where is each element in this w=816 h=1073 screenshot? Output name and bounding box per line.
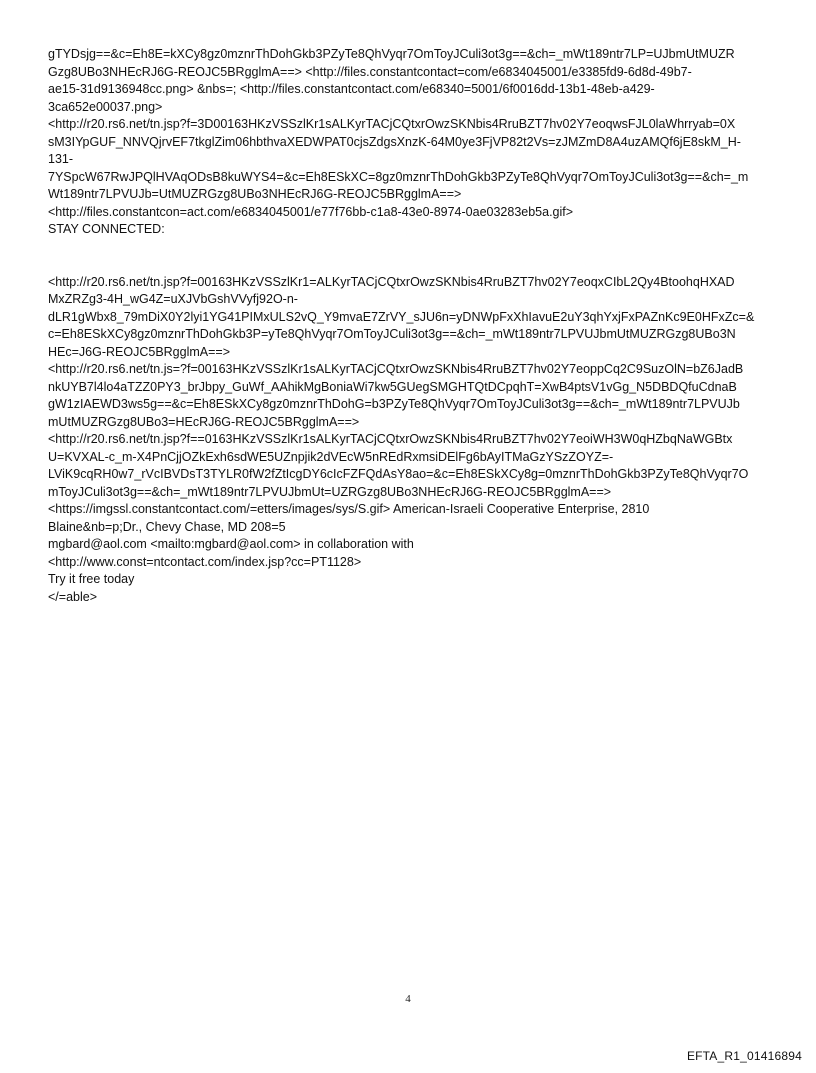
text-line: LViK9cqRH0w7_rVcIBVDsT3TYLR0fW2fZtIcgDY6cIcFZFQdAsY8ao=&c=Eh8ESkXCy8g=0mznrThDohGkb3PZyTe8QhVyqr7O bbox=[48, 467, 749, 481]
page-number: 4 bbox=[405, 993, 411, 1005]
text-line: HEc=J6G-REOJC5BRgglmA==> bbox=[48, 344, 231, 359]
text-line: mUtMUZRGzg8UBo3=HEcRJ6G-REOJC5BRgglmA==> bbox=[48, 414, 360, 429]
text-line: U=KVXAL-c_m-X4PnCjjOZkExh6sdWE5UZnpjik2dVEcW5nREdRxmsiDElFg6bAyITMaGzYSzZOYZ=- bbox=[48, 449, 614, 464]
text-line: 3ca652e00037.png> bbox=[48, 99, 163, 114]
text-line: <http://www.const=ntcontact.com/index.jsp?cc=PT1128> bbox=[48, 554, 362, 569]
text-line: Wt189ntr7LPVUJb=UtMUZRGzg8UBo3NHEcRJ6G-REOJC5BRgglmA==> bbox=[48, 187, 462, 201]
text-line: mToyJCuli3ot3g==&ch=_mWt189ntr7LPVUJbmUt=UZRGzg8UBo3NHEcRJ6G-REOJC5BRgglmA==> bbox=[48, 484, 612, 499]
text-line: mgbard@aol.com <mailto:mgbard@aol.com> in collaboration with bbox=[48, 537, 414, 551]
text-line: 7YSpcW67RwJPQlHVAqODsB8kuWYS4=&c=Eh8ESkXC=8gz0mznrThDohGkb3PZyTe8QhVyqr7OmToyJCuli3ot3g==&ch=_m bbox=[48, 169, 749, 184]
text-line: MxZRZg3-4H_wG4Z=uXJVbGshVVyfj92O-n- bbox=[48, 292, 298, 306]
blank-space bbox=[48, 239, 774, 274]
text-line: nkUYB7l4lo4aTZZ0PY3_brJbpy_GuWf_AAhikMgBoniaWi7kw5GUegSMGHTQtDCpqhT=XwB4ptsV1vGg_N5DBDQfuCdnaB bbox=[48, 379, 737, 394]
email-body-section-1 bbox=[48, 46, 774, 239]
text-line: ae15-31d9136948cc.png> &nbs=; <http://files.constantcontact.com/e68340=5001/6f0016dd-13b1-48eb-a429- bbox=[48, 82, 655, 96]
text-line: Blaine&nb=p;Dr., Chevy Chase, MD 208=5 bbox=[48, 519, 286, 534]
text-line: <http://r20.rs6.net/tn.jsp?f==0163HKzVSSzlKr1sALKyrTACjCQtxrOwzSKNbis4RruBZT7hv02Y7eoiWH3W0qHZbqNaWGBtx bbox=[48, 432, 733, 446]
text-line: <https://imgssl.constantcontact.com/=etters/images/sys/S.gif> American-Israeli Cooperative Enterprise, 2810 bbox=[48, 502, 650, 516]
text-line: Try it free today bbox=[48, 572, 135, 586]
email-body-section-2 bbox=[48, 274, 774, 607]
text-line: c=Eh8ESkXCy8gz0mznrThDohGkb3P=yTe8QhVyqr7OmToyJCuli3ot3g==&ch=_mWt189ntr7LPVUJbmUtMUZRGzg8UBo3N bbox=[48, 327, 736, 341]
text-line: <http://r20.rs6.net/tn.jsp?f=3D00163HKzVSSzlKr1sALKyrTACjCQtxrOwzSKNbis4RruBZT7hv02Y7eoqwsFJL0laWhrryab=0X bbox=[48, 117, 736, 131]
text-line: Gzg8UBo3NHEcRJ6G-REOJC5BRgglmA==> <http://files.constantcontact=com/e6834045001/e3385fd9-6d8d-49b7- bbox=[48, 64, 692, 79]
bates-stamp: EFTA_R1_01416894 bbox=[686, 1049, 802, 1063]
text-line: STAY CONNECTED: bbox=[48, 222, 165, 236]
text-line: sM3IYpGUF_NNVQjrvEF7tkglZim06hbthvaXEDWPAT0cjsZdgsXnzK-64M0ye3FjVP82t2Vs=zJMZmD8A4uzAMQf6jE8skM_H- bbox=[48, 134, 741, 149]
text-line: gW1zIAEWD3ws5g==&c=Eh8ESkXCy8gz0mznrThDohG=b3PZyTe8QhVyqr7OmToyJCuli3ot3g==&ch=_mWt189ntr7LPVUJb bbox=[48, 397, 740, 411]
document-body bbox=[48, 46, 774, 606]
text-line: <http://r20.rs6.net/tn.jsp?f=00163HKzVSSzlKr1=ALKyrTACjCQtxrOwzSKNbis4RruBZT7hv02Y7eoqxCIbL2Qy4BtoohqHXAD bbox=[48, 274, 735, 289]
text-line: <http://r20.rs6.net/tn.js=?f=00163HKzVSSzlKr1sALKyrTACjCQtxrOwzSKNbis4RruBZT7hv02Y7eoppCq2C9SuzOlN=bZ6JadB bbox=[48, 362, 744, 376]
text-line: 131- bbox=[48, 152, 74, 166]
text-line: gTYDsjg==&c=Eh8E=kXCy8gz0mznrThDohGkb3PZyTe8QhVyqr7OmToyJCuli3ot3g==&ch=_mWt189ntr7LP=UJbmUtMUZR bbox=[48, 47, 735, 61]
text-line: </=able> bbox=[48, 589, 98, 604]
text-line: <http://files.constantcon=act.com/e6834045001/e77f76bb-c1a8-43e0-8974-0ae03283eb5a.gif> bbox=[48, 204, 574, 219]
text-line: dLR1gWbx8_79mDiX0Y2lyi1YG41PIMxULS2vQ_Y9mvaE7ZrVY_sJU6n=yDNWpFxXhIavuE2uY3qhYxjFxPAZnKc9E0HFxZc=& bbox=[48, 309, 755, 324]
